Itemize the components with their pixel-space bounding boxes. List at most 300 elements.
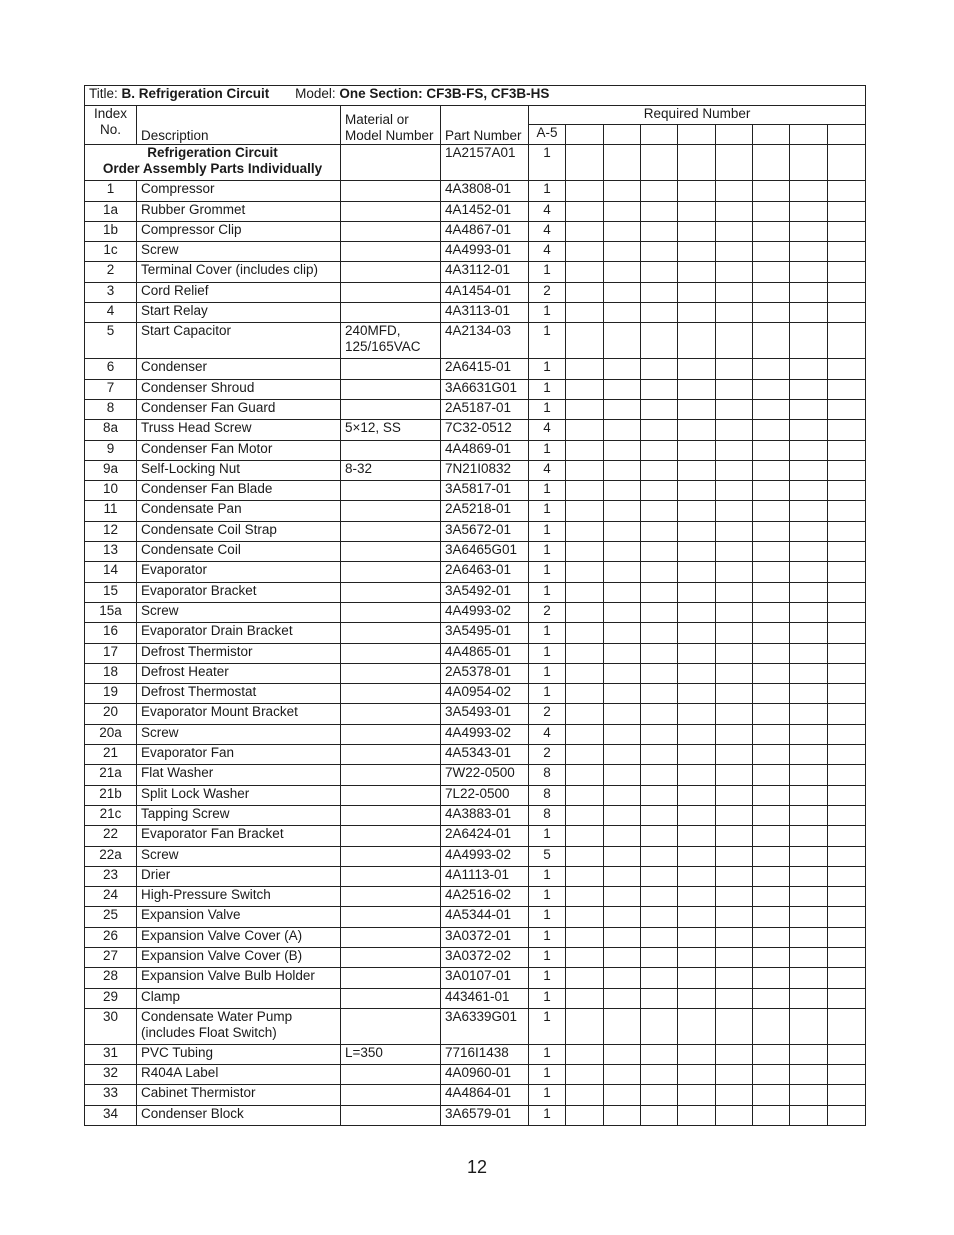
- empty-qty-cell: [716, 643, 753, 663]
- index-cell: 19: [85, 684, 137, 704]
- empty-qty-cell: [716, 582, 753, 602]
- empty-qty-cell: [716, 724, 753, 744]
- empty-qty-cell: [678, 765, 716, 785]
- empty-qty-cell: [716, 562, 753, 582]
- qty-cell: 1: [529, 181, 566, 201]
- empty-qty-cell: [753, 262, 790, 282]
- empty-qty-cell: [678, 1085, 716, 1105]
- empty-qty-cell: [604, 663, 641, 683]
- description-cell: Drier: [137, 866, 341, 886]
- material-cell: [341, 359, 441, 379]
- empty-qty-cell: [753, 323, 790, 359]
- empty-qty-cell: [790, 303, 828, 323]
- group-subtitle: Order Assembly Parts Individually: [102, 161, 323, 177]
- empty-qty-cell: [753, 501, 790, 521]
- empty-qty-cell: [678, 1105, 716, 1125]
- material-cell: [341, 221, 441, 241]
- empty-qty-cell: [828, 460, 866, 480]
- empty-qty-cell: [716, 1065, 753, 1085]
- empty-qty-cell: [753, 379, 790, 399]
- qty-cell: 1: [529, 927, 566, 947]
- part-number-cell: 7C32-0512: [441, 420, 529, 440]
- index-cell: 14: [85, 562, 137, 582]
- empty-qty-cell: [716, 988, 753, 1008]
- part-number-cell: 7N21I0832: [441, 460, 529, 480]
- group-qty: 1: [529, 145, 566, 181]
- empty-qty-cell: [790, 460, 828, 480]
- group-material: [341, 145, 441, 181]
- empty-qty-cell: [678, 927, 716, 947]
- qty-cell: 1: [529, 501, 566, 521]
- index-cell: 18: [85, 663, 137, 683]
- empty-qty-cell: [790, 663, 828, 683]
- empty-qty-cell: [641, 420, 678, 440]
- empty-qty-cell: [716, 501, 753, 521]
- header-model-col: [566, 125, 604, 145]
- empty-qty-cell: [566, 826, 604, 846]
- empty-qty-cell: [604, 221, 641, 241]
- empty-qty-cell: [716, 420, 753, 440]
- qty-cell: 2: [529, 602, 566, 622]
- empty-qty-cell: [790, 379, 828, 399]
- empty-qty-cell: [566, 521, 604, 541]
- qty-cell: 5: [529, 846, 566, 866]
- part-number-cell: 3A0107-01: [441, 968, 529, 988]
- description-cell: Condensate Coil Strap: [137, 521, 341, 541]
- material-cell: [341, 562, 441, 582]
- empty-qty-cell: [604, 988, 641, 1008]
- empty-qty-cell: [790, 262, 828, 282]
- empty-qty-cell: [678, 481, 716, 501]
- empty-qty-cell: [566, 866, 604, 886]
- description-cell: Condenser Fan Guard: [137, 399, 341, 419]
- empty-qty-cell: [790, 582, 828, 602]
- empty-qty-cell: [604, 1105, 641, 1125]
- empty-qty-cell: [716, 1105, 753, 1125]
- empty-qty-cell: [790, 201, 828, 221]
- empty-qty-cell: [753, 765, 790, 785]
- empty-qty-cell: [716, 602, 753, 622]
- qty-cell: 1: [529, 826, 566, 846]
- material-cell: [341, 501, 441, 521]
- table-row: [85, 521, 866, 541]
- empty-qty-cell: [790, 181, 828, 201]
- qty-cell: 1: [529, 542, 566, 562]
- empty-qty-cell: [753, 643, 790, 663]
- empty-qty-cell: [828, 988, 866, 1008]
- empty-qty-cell: [678, 704, 716, 724]
- material-cell: [341, 663, 441, 683]
- empty-qty-cell: [716, 745, 753, 765]
- empty-qty-cell: [566, 1044, 604, 1064]
- empty-qty-cell: [828, 623, 866, 643]
- empty-qty-cell: [604, 724, 641, 744]
- empty-qty-cell: [828, 562, 866, 582]
- index-cell: 15: [85, 582, 137, 602]
- empty-qty-cell: [790, 501, 828, 521]
- empty-qty-cell: [678, 988, 716, 1008]
- empty-qty-cell: [753, 927, 790, 947]
- header-index-line1: Index: [93, 106, 128, 121]
- table-row: [85, 282, 866, 302]
- empty-qty-cell: [828, 704, 866, 724]
- table-row: [85, 1065, 866, 1085]
- empty-qty-cell: [641, 947, 678, 967]
- qty-cell: 1: [529, 1044, 566, 1064]
- empty-qty-cell: [753, 562, 790, 582]
- qty-cell: 1: [529, 663, 566, 683]
- part-number-cell: 3A0372-01: [441, 927, 529, 947]
- empty-qty-cell: [604, 481, 641, 501]
- empty-qty-cell: [604, 947, 641, 967]
- table-row: [85, 542, 866, 562]
- description-cell: Evaporator Mount Bracket: [137, 704, 341, 724]
- part-number-cell: 4A3808-01: [441, 181, 529, 201]
- empty-qty-cell: [716, 481, 753, 501]
- empty-qty-cell: [828, 542, 866, 562]
- description-cell: Condenser Fan Motor: [137, 440, 341, 460]
- table-row: [85, 765, 866, 785]
- empty-qty-cell: [566, 927, 604, 947]
- description-cell: Condenser Fan Blade: [137, 481, 341, 501]
- index-cell: 12: [85, 521, 137, 541]
- empty-qty-cell: [790, 1044, 828, 1064]
- qty-cell: 1: [529, 399, 566, 419]
- empty-qty-cell: [641, 181, 678, 201]
- empty-qty-cell: [753, 663, 790, 683]
- title-row: [85, 86, 866, 106]
- empty-qty-cell: [641, 826, 678, 846]
- material-cell: [341, 282, 441, 302]
- empty-qty-cell: [566, 765, 604, 785]
- empty-qty-cell: [604, 242, 641, 262]
- empty-qty-cell: [566, 440, 604, 460]
- empty-qty-cell: [753, 704, 790, 724]
- index-cell: 30: [85, 1008, 137, 1044]
- material-cell: 240MFD, 125/165VAC: [341, 323, 441, 359]
- index-cell: 21b: [85, 785, 137, 805]
- empty-qty-cell: [604, 745, 641, 765]
- part-number-cell: 2A6463-01: [441, 562, 529, 582]
- empty-qty-cell: [566, 323, 604, 359]
- empty-qty-cell: [828, 947, 866, 967]
- empty-qty-cell: [566, 663, 604, 683]
- qty-cell: 1: [529, 1008, 566, 1044]
- empty-qty-cell: [828, 927, 866, 947]
- part-number-cell: 4A1113-01: [441, 866, 529, 886]
- part-number-cell: 2A6415-01: [441, 359, 529, 379]
- qty-cell: 1: [529, 582, 566, 602]
- part-number-cell: 7716I1438: [441, 1044, 529, 1064]
- material-cell: [341, 1085, 441, 1105]
- empty-qty-cell: [828, 262, 866, 282]
- empty-qty-cell: [790, 927, 828, 947]
- index-cell: 33: [85, 1085, 137, 1105]
- material-cell: [341, 623, 441, 643]
- empty-qty-cell: [716, 201, 753, 221]
- empty-qty-cell: [604, 643, 641, 663]
- empty-qty-cell: [641, 521, 678, 541]
- empty-qty-cell: [790, 785, 828, 805]
- empty-qty-cell: [828, 1044, 866, 1064]
- header-required-number: Required Number: [529, 106, 866, 125]
- empty-qty-cell: [790, 866, 828, 886]
- part-number-cell: 3A6465G01: [441, 542, 529, 562]
- material-cell: [341, 1008, 441, 1044]
- empty-qty-cell: [604, 1065, 641, 1085]
- empty-qty-cell: [790, 359, 828, 379]
- empty-qty-cell: [678, 221, 716, 241]
- empty-qty-cell: [753, 242, 790, 262]
- material-cell: [341, 927, 441, 947]
- description-cell: Defrost Heater: [137, 663, 341, 683]
- qty-cell: 1: [529, 643, 566, 663]
- index-cell: 26: [85, 927, 137, 947]
- material-cell: [341, 440, 441, 460]
- empty-qty-cell: [753, 887, 790, 907]
- table-row: [85, 663, 866, 683]
- empty-qty-cell: [790, 623, 828, 643]
- empty-qty-cell: [753, 846, 790, 866]
- description-cell: Screw: [137, 602, 341, 622]
- qty-cell: 2: [529, 704, 566, 724]
- table-row: [85, 460, 866, 480]
- empty-qty-cell: [604, 181, 641, 201]
- index-cell: 13: [85, 542, 137, 562]
- table-row: [85, 440, 866, 460]
- part-number-cell: 4A4867-01: [441, 221, 529, 241]
- empty-qty-cell: [753, 724, 790, 744]
- group-title: Refrigeration Circuit: [147, 145, 278, 161]
- material-cell: [341, 745, 441, 765]
- empty-qty-cell: [604, 602, 641, 622]
- empty-qty-cell: [678, 323, 716, 359]
- part-number-cell: 4A4869-01: [441, 440, 529, 460]
- empty-qty-cell: [566, 221, 604, 241]
- empty-qty-cell: [828, 1085, 866, 1105]
- material-cell: [341, 866, 441, 886]
- empty-qty-cell: [716, 907, 753, 927]
- empty-qty-cell: [678, 968, 716, 988]
- empty-qty-cell: [828, 663, 866, 683]
- index-cell: 1: [85, 181, 137, 201]
- material-cell: 5×12, SS: [341, 420, 441, 440]
- table-row: [85, 323, 866, 359]
- qty-cell: 1: [529, 440, 566, 460]
- empty-qty-cell: [604, 379, 641, 399]
- material-cell: [341, 785, 441, 805]
- empty-qty-cell: [641, 805, 678, 825]
- material-cell: [341, 542, 441, 562]
- description-cell: Condenser Shroud: [137, 379, 341, 399]
- empty-qty-cell: [641, 1065, 678, 1085]
- part-number-cell: 3A6579-01: [441, 1105, 529, 1125]
- material-cell: [341, 262, 441, 282]
- empty-qty-cell: [828, 440, 866, 460]
- empty-qty-cell: [753, 1105, 790, 1125]
- qty-cell: 1: [529, 262, 566, 282]
- header-model-col: [828, 125, 866, 145]
- empty-qty-cell: [641, 1085, 678, 1105]
- empty-qty-cell: [790, 1085, 828, 1105]
- empty-qty-cell: [604, 765, 641, 785]
- empty-qty-cell: [716, 968, 753, 988]
- empty-qty-cell: [604, 440, 641, 460]
- empty-qty-cell: [566, 262, 604, 282]
- empty-qty-cell: [753, 201, 790, 221]
- empty-qty-cell: [753, 221, 790, 241]
- description-cell: Evaporator Drain Bracket: [137, 623, 341, 643]
- empty-qty-cell: [604, 623, 641, 643]
- empty-qty-cell: [641, 303, 678, 323]
- table-row: [85, 887, 866, 907]
- empty-qty-cell: [604, 907, 641, 927]
- empty-qty-cell: [604, 1008, 641, 1044]
- empty-qty-cell: [716, 303, 753, 323]
- empty-qty-cell: [641, 684, 678, 704]
- empty-qty-cell: [604, 887, 641, 907]
- part-number-cell: 4A4993-02: [441, 724, 529, 744]
- empty-qty-cell: [641, 968, 678, 988]
- empty-qty-cell: [604, 460, 641, 480]
- empty-qty-cell: [828, 846, 866, 866]
- empty-qty-cell: [641, 460, 678, 480]
- empty-qty-cell: [678, 1044, 716, 1064]
- group-description: [85, 145, 341, 181]
- empty-qty-cell: [566, 684, 604, 704]
- empty-qty-cell: [566, 359, 604, 379]
- material-cell: [341, 602, 441, 622]
- qty-cell: 8: [529, 805, 566, 825]
- empty-qty-cell: [790, 684, 828, 704]
- empty-qty-cell: [716, 927, 753, 947]
- empty-qty-cell: [753, 521, 790, 541]
- table-row: [85, 704, 866, 724]
- part-number-cell: 3A5492-01: [441, 582, 529, 602]
- empty-qty-cell: [790, 704, 828, 724]
- empty-qty-cell: [566, 460, 604, 480]
- index-cell: 20: [85, 704, 137, 724]
- empty-qty-cell: [641, 399, 678, 419]
- description-cell: Defrost Thermostat: [137, 684, 341, 704]
- empty-qty-cell: [641, 1008, 678, 1044]
- empty-qty-cell: [753, 968, 790, 988]
- description-cell: Screw: [137, 846, 341, 866]
- index-cell: 17: [85, 643, 137, 663]
- empty-qty-cell: [566, 303, 604, 323]
- empty-qty-cell: [678, 602, 716, 622]
- title-value: B. Refrigeration Circuit: [121, 86, 270, 101]
- empty-qty-cell: [678, 623, 716, 643]
- empty-qty-cell: [566, 907, 604, 927]
- empty-qty-cell: [753, 1044, 790, 1064]
- empty-qty-cell: [604, 785, 641, 805]
- empty-qty-cell: [790, 765, 828, 785]
- empty-qty-cell: [641, 623, 678, 643]
- header-row-1: [85, 106, 866, 125]
- table-row: [85, 684, 866, 704]
- material-cell: [341, 846, 441, 866]
- table-row: [85, 826, 866, 846]
- empty-qty-cell: [641, 887, 678, 907]
- table-row: [85, 501, 866, 521]
- qty-cell: 4: [529, 420, 566, 440]
- qty-cell: 1: [529, 947, 566, 967]
- empty-qty-cell: [678, 846, 716, 866]
- header-model-col: [604, 125, 641, 145]
- empty-qty-cell: [641, 440, 678, 460]
- empty-qty-cell: [716, 623, 753, 643]
- empty-qty-cell: [716, 262, 753, 282]
- material-cell: [341, 481, 441, 501]
- empty-qty-cell: [828, 866, 866, 886]
- index-cell: 22: [85, 826, 137, 846]
- empty-qty-cell: [566, 988, 604, 1008]
- empty-qty-cell: [716, 542, 753, 562]
- empty-qty-cell: [678, 542, 716, 562]
- empty-qty-cell: [678, 399, 716, 419]
- header-model-col: [790, 125, 828, 145]
- description-cell: Cord Relief: [137, 282, 341, 302]
- qty-cell: 1: [529, 303, 566, 323]
- table-row: [85, 1044, 866, 1064]
- empty-qty-cell: [566, 785, 604, 805]
- index-cell: 11: [85, 501, 137, 521]
- empty-qty-cell: [716, 663, 753, 683]
- empty-qty-cell: [641, 262, 678, 282]
- empty-qty-cell: [566, 968, 604, 988]
- description-cell: Compressor: [137, 181, 341, 201]
- description-cell: Evaporator: [137, 562, 341, 582]
- empty-qty-cell: [828, 805, 866, 825]
- table-row: [85, 303, 866, 323]
- empty-qty-cell: [566, 481, 604, 501]
- empty-qty-cell: [641, 359, 678, 379]
- empty-qty-cell: [641, 379, 678, 399]
- index-cell: 1c: [85, 242, 137, 262]
- qty-cell: 1: [529, 1065, 566, 1085]
- header-part-number: Part Number: [441, 106, 529, 145]
- empty-qty-cell: [604, 303, 641, 323]
- title-cell: [85, 86, 866, 106]
- index-cell: 1b: [85, 221, 137, 241]
- empty-qty-cell: [828, 785, 866, 805]
- empty-qty-cell: [678, 826, 716, 846]
- table-row: [85, 724, 866, 744]
- empty-qty-cell: [566, 846, 604, 866]
- header-model-col: [753, 125, 790, 145]
- empty-qty-cell: [716, 359, 753, 379]
- empty-qty-cell: [604, 399, 641, 419]
- group-part-number: 1A2157A01: [441, 145, 529, 181]
- description-cell: Condensate Pan: [137, 501, 341, 521]
- empty-qty-cell: [790, 440, 828, 460]
- index-cell: 10: [85, 481, 137, 501]
- index-cell: 31: [85, 1044, 137, 1064]
- table-row: [85, 221, 866, 241]
- empty-qty-cell: [790, 602, 828, 622]
- empty-qty-cell: [641, 745, 678, 765]
- part-number-cell: 443461-01: [441, 988, 529, 1008]
- index-cell: 22a: [85, 846, 137, 866]
- table-row: [85, 602, 866, 622]
- empty-qty-cell: [790, 805, 828, 825]
- part-number-cell: 4A3112-01: [441, 262, 529, 282]
- empty-qty-cell: [566, 420, 604, 440]
- index-cell: 5: [85, 323, 137, 359]
- empty-qty-cell: [641, 242, 678, 262]
- title-label: Title:: [89, 86, 118, 101]
